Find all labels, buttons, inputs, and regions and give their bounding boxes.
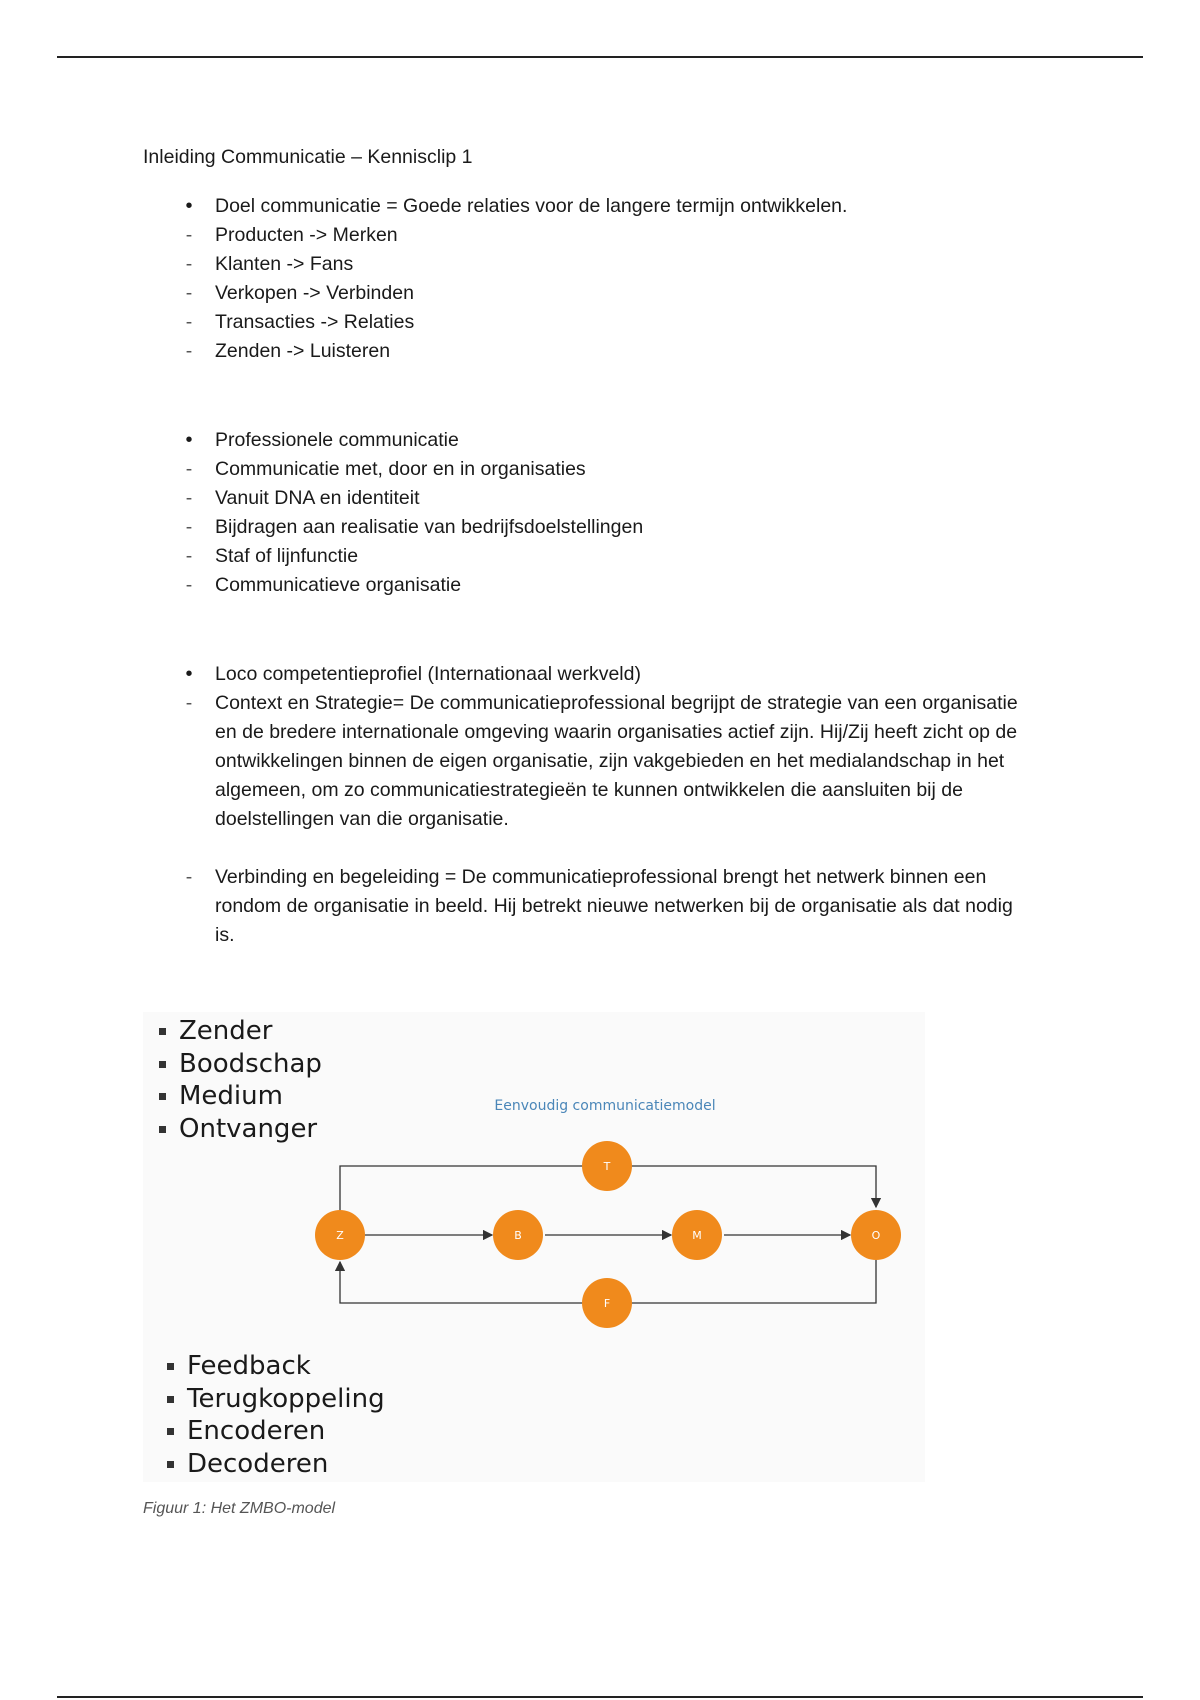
list-item-text: Staf of lijnfunctie — [215, 545, 359, 567]
paragraph-continuation — [143, 805, 1083, 834]
bullet-heading — [143, 426, 1083, 455]
paragraph-line: Verbinding en begeleiding = De communicatieprofessional brengt het netwerk binnen een — [215, 866, 987, 888]
figure-caption: Figuur 1: Het ZMBO-model — [143, 1500, 336, 1517]
diagram-title: Eenvoudig communicatiemodel — [494, 1098, 716, 1114]
paragraph-line: ontwikkelingen binnen de eigen organisatie, zijn vakgebieden en het medialandschap in het — [215, 750, 1005, 772]
square-bullet-icon — [167, 1461, 174, 1468]
dash-icon: - — [185, 516, 193, 538]
dash-icon: - — [185, 340, 193, 362]
node-label-z: Z — [336, 1229, 344, 1242]
bullet-heading-text: Professionele communicatie — [215, 429, 459, 451]
bullet-icon: • — [185, 429, 193, 451]
bullet-heading — [143, 660, 1083, 689]
figure-list-item — [165, 1350, 385, 1383]
node-label-t: T — [603, 1160, 611, 1173]
document-body — [143, 144, 1083, 950]
paragraph-line: Context en Strategie= De communicatieprofessional begrijpt de strategie van een organisatie — [215, 692, 1018, 714]
bullet-icon: • — [185, 195, 193, 217]
list-item-text: Communicatie met, door en in organisaties — [215, 458, 586, 480]
paragraph-continuation — [143, 921, 1083, 950]
list-item — [143, 337, 1083, 366]
section-doel — [143, 192, 1083, 366]
paragraph-gap — [143, 834, 1083, 863]
square-bullet-icon — [167, 1363, 174, 1370]
dash-icon: - — [185, 692, 193, 714]
list-item — [143, 863, 1083, 892]
list-item — [143, 308, 1083, 337]
paragraph-line: algemeen, om zo communicatiestrategieën te kunnen ontwikkelen die aansluiten bij de — [215, 779, 963, 801]
paragraph-line: doelstellingen van die organisatie. — [215, 808, 509, 830]
list-item — [143, 689, 1083, 718]
document-title: Inleiding Communicatie – Kennisclip 1 — [143, 146, 473, 168]
bullet-icon: • — [185, 663, 193, 685]
list-item-text: Klanten -> Fans — [215, 253, 354, 275]
dash-icon: - — [185, 253, 193, 275]
paragraph-line: en de bredere internationale omgeving waarin organisaties actief zijn. Hij/Zij heeft zicht op de — [215, 721, 1018, 743]
figure-list-item — [165, 1383, 385, 1416]
figure-list-text: Terugkoppeling — [187, 1383, 385, 1414]
top-rule — [57, 56, 1143, 58]
paragraph-line: is. — [215, 924, 235, 946]
list-item-text: Producten -> Merken — [215, 224, 398, 246]
list-item-text: Bijdragen aan realisatie van bedrijfsdoelstellingen — [215, 516, 644, 538]
list-item-text: Zenden -> Luisteren — [215, 340, 391, 362]
list-item-text: Transacties -> Relaties — [215, 311, 415, 333]
zmbo-figure — [143, 1012, 925, 1482]
bullet-heading-text: Loco competentieprofiel (Internationaal werkveld) — [215, 663, 641, 685]
dash-icon: - — [185, 545, 193, 567]
section-professionele — [143, 426, 1083, 600]
dash-icon: - — [185, 282, 193, 304]
node-label-b: B — [514, 1229, 522, 1242]
figure-list-text: Zender — [179, 1016, 273, 1046]
paragraph-continuation — [143, 776, 1083, 805]
paragraph-continuation — [143, 747, 1083, 776]
list-item-text: Verkopen -> Verbinden — [215, 282, 414, 304]
figure-list-text: Medium — [179, 1081, 283, 1111]
list-item-text: Vanuit DNA en identiteit — [215, 487, 420, 509]
figure-bottom-list — [165, 1350, 385, 1480]
list-item — [143, 513, 1083, 542]
dash-icon: - — [185, 866, 193, 888]
list-item — [143, 542, 1083, 571]
figure-list-text: Decoderen — [187, 1448, 329, 1479]
figure-list-text: Encoderen — [187, 1416, 326, 1446]
list-item — [143, 221, 1083, 250]
list-item-text: Communicatieve organisatie — [215, 574, 462, 596]
paragraph-continuation — [143, 718, 1083, 747]
figure-list-text: Ontvanger — [179, 1113, 318, 1144]
square-bullet-icon — [167, 1396, 174, 1403]
figure-list-text: Boodschap — [179, 1048, 322, 1079]
square-bullet-icon — [167, 1428, 174, 1435]
node-label-m: M — [692, 1229, 702, 1242]
dash-icon: - — [185, 311, 193, 333]
bullet-heading — [143, 192, 1083, 221]
bottom-rule — [57, 1696, 1143, 1698]
paragraph-continuation — [143, 892, 1083, 921]
node-label-o: O — [871, 1229, 881, 1242]
list-item — [143, 279, 1083, 308]
figure-list-text: Feedback — [187, 1351, 311, 1381]
dash-icon: - — [185, 574, 193, 596]
dash-icon: - — [185, 458, 193, 480]
paragraph-line: rondom de organisatie in beeld. Hij betrekt nieuwe netwerken bij de organisatie als dat nodig — [215, 895, 1013, 917]
dash-icon: - — [185, 224, 193, 246]
list-item — [143, 250, 1083, 279]
figure-list-item — [165, 1448, 385, 1481]
figure-list-item — [165, 1415, 385, 1448]
node-label-f: F — [603, 1297, 611, 1310]
list-item — [143, 455, 1083, 484]
list-item — [143, 571, 1083, 600]
section-loco — [143, 660, 1083, 950]
dash-icon: - — [185, 487, 193, 509]
bullet-heading-text: Doel communicatie = Goede relaties voor de langere termijn ontwikkelen. — [215, 195, 848, 217]
list-item — [143, 484, 1083, 513]
